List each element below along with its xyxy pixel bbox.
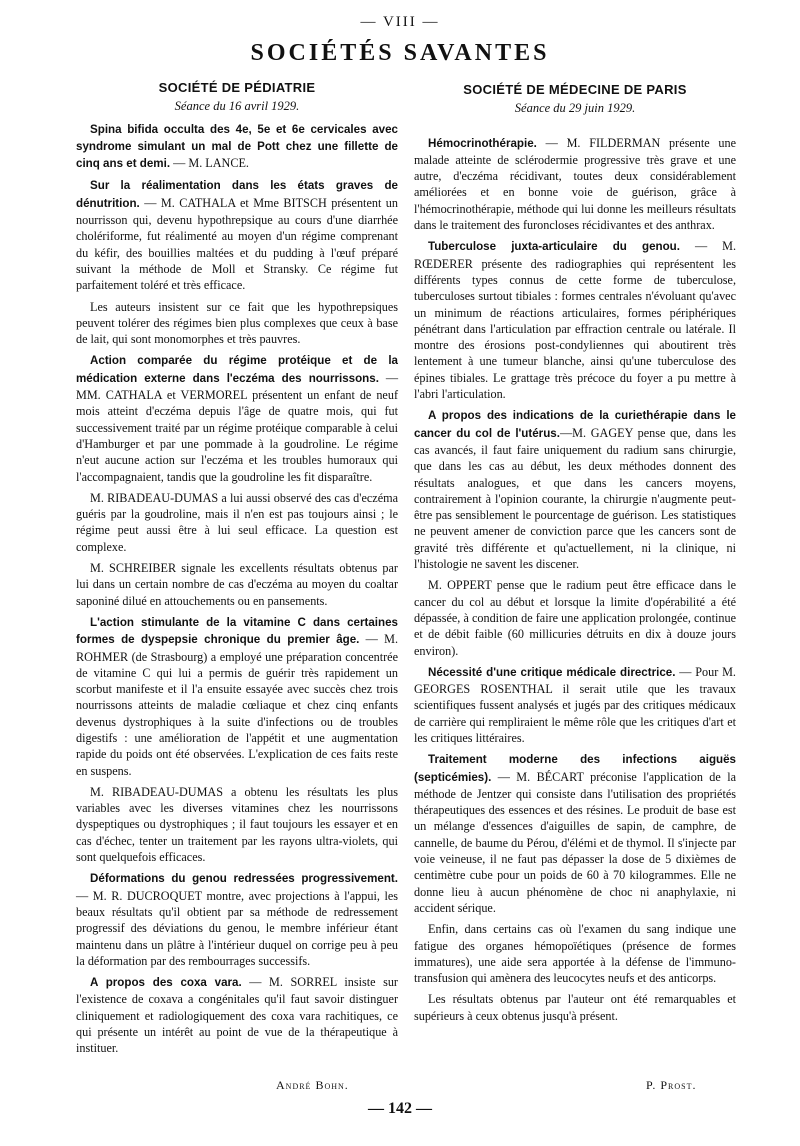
entry-heading: A propos des coxa vara. bbox=[90, 976, 242, 990]
entry-infections-aigues bbox=[414, 751, 736, 916]
signature-right: P. Prost. bbox=[646, 1078, 697, 1092]
paragraph-schreiber: M. SCHREIBER signale les excellents résultats obtenus par lui dans un certain nombre de cas d'eczéma au moyen du coaltar saponiné dilué en attouchements ou en pansements. bbox=[76, 561, 398, 608]
entry-heading: Spina bifida occulta des 4e, 5e et 6e cervicales avec syndrome simulant un mal de Pott chez une fillette de cinq ans et demi. bbox=[76, 122, 398, 171]
entry-text: — M. BÉCART préconise l'application de la méthode de Jentzer qui consiste dans l'utilisation des propriétés thérapeutiques des essences et des résines. Le produit de base est un mélange d'essences d'aiguilles de sapin, de camphre, de cannelle, de baume du Pérou, d'élémi et de thymol. Il s'injecte par voie veineuse, il ne faut pas dépasser la dose de 5 dixièmes de centimètre cube pour un poids de 60 à 70 kilogrammes. Elle ne donne lieu à aucun phénomène de choc ni anaphylaxie, ni accident sérique. bbox=[414, 769, 736, 915]
paragraph-oppert: M. OPPERT pense que le radium peut être efficace dans le cancer du col au début et lorsque la limite d'opérabilité a été dépassée, à condition de faire une application prolongée, continue et de débit faible (60 millicuries détruits en dix à douze jours environ). bbox=[414, 578, 736, 658]
paragraph-immuno-transfusion: Enfin, dans certains cas où l'examen du sang indique une fatigue des organes hémopoïétiques (présence de formes immatures), une aide sera apportée à la défense de l'immuno-transfusion qui amènera des leucocytes neufs et des anticorps. bbox=[414, 922, 736, 986]
entry-heading: Action comparée du régime protéique et de la médication externe dans l'eczéma des nourrissons. bbox=[76, 354, 398, 385]
page-number: — 142 — bbox=[368, 1100, 432, 1117]
society-title-medecine-paris: SOCIÉTÉ DE MÉDECINE DE PARIS bbox=[463, 82, 687, 97]
entry-curietherapie bbox=[414, 407, 736, 572]
entry-vitamine-c bbox=[76, 614, 398, 779]
entry-text: — Pour M. GEORGES ROSENTHAL il serait utile que les travaux scientifiques fussent analysés et jugés par des critiques médicaux de carrière qui rempliraient le même rôle que les critiques d'art et les critiques littéraires. bbox=[414, 664, 736, 745]
entry-text: — M. RŒDERER présente des radiographies qui représentent les différents types connus de cette forme de tuberculose, tuberculoses surtout tibiales : formes centrales n'évoluant qu'avec un minimum de réactions articulaires, formes périphériques pénétrant dans l'articulation par effraction centrale ou latérale. Il montre des érosions post-condyliennes qui aboutirent très lentement à une tumeur blanche, ainsi qu'une tuberculose des épines tibiales. Le grattage très précoce du foyer a pu mettre à l'abri l'articulation. bbox=[414, 239, 736, 402]
entry-text: — M. CATHALA et Mme BITSCH présentent un nourrisson qui, devenu hypothrepsique au cours d'une diarrhée cholériforme, fut réalimenté au moyen d'un régime comprenant du kéfir, des bouillies maltées et du pudding à l'œuf préparé suivant la méthode de Moll et Stransky. Ce régime fut parfaitement toléré et très efficace. bbox=[76, 195, 398, 293]
paragraph-ribadeau-dumas-1: M. RIBADEAU-DUMAS a lui aussi observé des cas d'eczéma guéris par la goudroline, mais il n'en est pas toujours ainsi ; le régime peut aussi être à lui seul efficace. La question est complexe. bbox=[76, 490, 398, 554]
entry-text: — MM. CATHALA et VERMOREL présentent un enfant de neuf mois atteint d'eczéma depuis l'âge de quatre mois, qui fut successivement traité par un régime protéique comparable à celui d'Hamburger et par une pommade à la goudroline. Le régime n'eut aucune action sur l'eczéma et les troubles humoraux qui l'accompagnaient, tandis que la goudroline les fit disparaître. bbox=[76, 370, 399, 484]
entry-heading: Traitement moderne des infections aiguës (septicémies). bbox=[414, 753, 736, 784]
paragraph-ribadeau-dumas-2: M. RIBADEAU-DUMAS a obtenu les résultats les plus variables avec les diverses vitamines chez les nourrissons dyspeptiques ou dystrophiques ; il faut toujours les essayer et en cas d'échec, tenter un traitement par les rayons ultra-violets, qui sont quelquefois efficaces. bbox=[76, 784, 398, 865]
entry-critique-medicale bbox=[414, 664, 736, 746]
entry-heading: L'action stimulante de la vitamine C dans certaines formes de dyspepsie chronique du premier âge. bbox=[76, 615, 398, 647]
entry-text: — M. LANCE. bbox=[170, 156, 249, 171]
society-title-pediatrie: SOCIÉTÉ DE PÉDIATRIE bbox=[158, 80, 316, 95]
entry-heading: Tuberculose juxta-articulaire du genou. bbox=[428, 240, 680, 254]
entry-text: —M. GAGEY pense que, dans les cas avancés, il faut faire uniquement du radium sans chirurgie, que dans les cas au début, les deux méthodes donnent des résultats analogues, et que dans les cancers moyens, contrairement à l'opinion courante, la chirurgie n'augmente peut-être pas sensiblement le pourcentage de guérison. Les statistiques ne peuvent amener de conviction parce que les cancers sont de gravité très différente et qu'actuellement, ni la clinique, ni l'histologie ne savent les discener. bbox=[414, 425, 736, 572]
entry-genou-deformations bbox=[76, 870, 398, 969]
paragraph-hypothrepsiques: Les auteurs insistent sur ce fait que les hypothrepsiques peuvent tolérer des régimes bien plus complexes que ceux à base de lait, qui sont monomorphes et très pauvres. bbox=[76, 299, 398, 347]
paragraph-resultats: Les résultats obtenus par l'auteur ont été remarquables et supérieurs à ceux obtenus jusqu'à présent. bbox=[414, 992, 736, 1023]
session-date-right: Séance du 29 juin 1929. bbox=[514, 101, 636, 116]
entry-text: — M. SORREL insiste sur l'existence de coxava a congénitales qu'il faut savoir distinguer cliniquement et radiologiquement des coxa vara rachitiques, ce qui présente un intérêt au point de vue de la thérapeutique à instituer. bbox=[76, 975, 398, 1056]
page-header-roman-numeral: — VIII — bbox=[360, 14, 440, 30]
session-date-left: Séance du 16 avril 1929. bbox=[174, 99, 300, 114]
entry-hemocrinotherapie bbox=[414, 135, 736, 234]
signature-left: André Bohn. bbox=[276, 1078, 349, 1092]
entry-heading: Déformations du genou redressées progressivement. bbox=[90, 872, 398, 886]
entry-spina-bifida bbox=[76, 121, 398, 173]
page-title: SOCIÉTÉS SAVANTES bbox=[250, 40, 550, 66]
entry-heading: A propos des indications de la curiethérapie dans le cancer du col de l'utérus. bbox=[414, 409, 736, 440]
entry-eczema-regime bbox=[76, 352, 398, 484]
entry-heading: Nécessité d'une critique médicale directrice. bbox=[428, 665, 676, 679]
right-column bbox=[414, 80, 736, 1029]
left-column bbox=[76, 80, 398, 1062]
entry-realimentation bbox=[76, 177, 398, 293]
entry-text: — M. ROHMER (de Strasbourg) a employé une préparation concentrée de vitamine C qui lui a permis de guérir très rapidement un scorbut manifeste et il l'a ensuite essayée avec succès chez trois nourrissons atteints de maladie cœliaque et chez cinq enfants devenus dystrophiques à la suite d'infections ou de troubles digestifs : une amélioration de l'appétit et une augmentation rapide du poids ont été observées. L'explication de ces faits reste en suspens. bbox=[76, 632, 399, 778]
entry-text: — M. R. DUCROQUET montre, avec projections à l'appui, les beaux résultats qu'il obtient par sa méthode de redressement progressif des déviations du genou, le membre inférieur étant maintenu dans un plâtre à l'intérieur duquel on corrige peu à peu la déformation par des rembourrages successifs. bbox=[76, 888, 398, 968]
entry-coxa-vara bbox=[76, 974, 398, 1056]
entry-text: — M. FILDERMAN présente une malade atteinte de sclérodermie progressive très grave et une autre, d'eczéma récidivant, toutes deux considérablement améliorées et en bonne voie de guérison, grâce à l'hémocrinothérapie, méthode qui lui donne les meilleurs résultats dans le traitement des furoncloses récidivantes et des anthrax. bbox=[414, 135, 736, 233]
entry-tuberculose-genou bbox=[414, 238, 736, 402]
entry-heading: Hémocrinothérapie. bbox=[428, 136, 537, 150]
entry-heading: Sur la réalimentation dans les états graves de dénutrition. bbox=[76, 179, 398, 210]
